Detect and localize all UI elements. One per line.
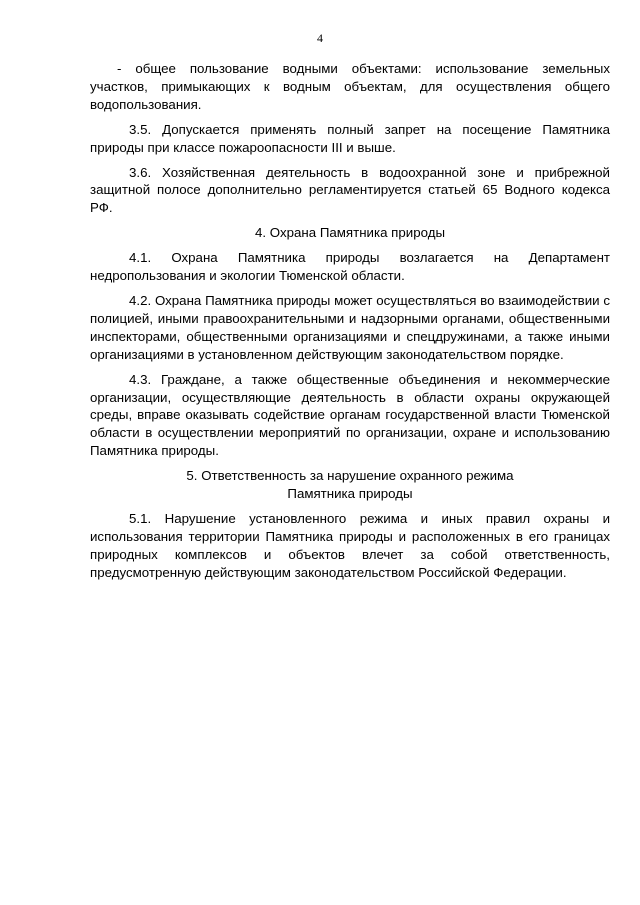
paragraph-4-1: 4.1. Охрана Памятника природы возлагается на Департамент недропользования и экологии Тюменской области. bbox=[90, 250, 610, 284]
paragraph-3-5: 3.5. Допускается применять полный запрет на посещение Памятника природы при классе пожароопасности III и выше. bbox=[90, 121, 610, 155]
document-body bbox=[90, 60, 610, 589]
paragraph-water-use: - общее пользование водными объектами: использование земельных участков, примыкающих к водным объектам, для осуществления общего водопользования. bbox=[90, 61, 610, 112]
paragraph-5-1: 5.1. Нарушение установленного режима и иных правил охраны и использования территории Памятника природы и расположенных в его границах природных комплексов и объектов влечет за собой ответственность, предусмотренную действующим законодательством Российской Федерации. bbox=[90, 510, 610, 580]
paragraph-3-6: 3.6. Хозяйственная деятельность в водоохранной зоне и прибрежной защитной полосе дополнительно регламентируется статьей 65 Водного кодекса РФ. bbox=[90, 164, 610, 216]
paragraph-4-3: 4.3. Граждане, а также общественные объединения и некоммерческие организации, осуществляющие деятельность в области охраны окружающей среды, вправе оказывать содействие органам государственной власти Тюменской области в осуществлении мероприятий по организации, охране и использованию Памятника природы. bbox=[90, 371, 610, 459]
section-5-heading-line-1: 5. Ответственность за нарушение охранного режима bbox=[186, 468, 514, 484]
paragraph-4-2: 4.2. Охрана Памятника природы может осуществляться во взаимодействии с полицией, иными правоохранительными и надзорными органами, общественными инспекторами, общественными организациями и спецдружинами, а также иными организациями в установленном действующим законодательством порядке. bbox=[90, 292, 610, 362]
section-5-heading bbox=[90, 467, 610, 503]
section-5-heading-line-2: Памятника природы bbox=[287, 486, 413, 502]
page-number: 4 bbox=[317, 31, 323, 45]
section-4-heading: 4. Охрана Памятника природы bbox=[254, 225, 446, 241]
